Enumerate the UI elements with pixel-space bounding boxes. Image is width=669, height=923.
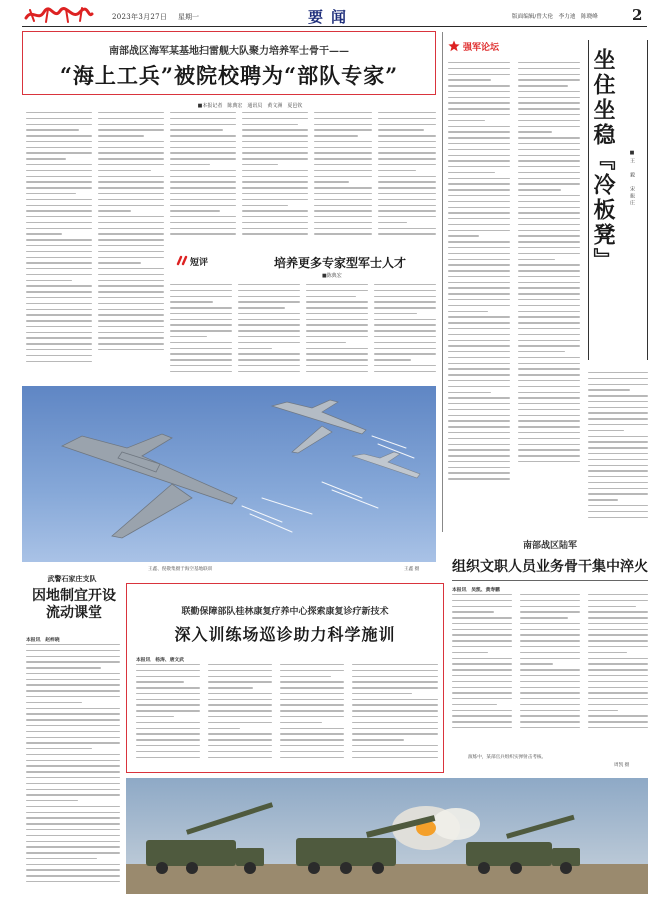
column-body-3 <box>588 372 648 532</box>
left-story-kicker: 武警石家庄支队 <box>47 574 97 583</box>
left-story-body <box>26 644 120 884</box>
short-review-column-2 <box>238 284 300 380</box>
lead-headline: “海上工兵”被院校聘为“部队专家” <box>59 63 399 88</box>
column-title: 坐住坐稳『冷板凳』 <box>590 48 616 273</box>
short-review-column-4 <box>374 284 436 380</box>
lead-body-column-3 <box>170 112 236 244</box>
right-story-rule <box>452 580 648 581</box>
short-review-label: 短评 <box>190 258 209 268</box>
short-review-column-1 <box>170 284 232 380</box>
short-review-tag <box>176 254 216 268</box>
masthead-rule <box>22 26 647 27</box>
lead-body-column-2 <box>98 112 164 380</box>
right-story-column-3 <box>588 594 648 744</box>
left-story-byline: 本报讯 赵梓晓 <box>26 638 60 643</box>
short-review-column-3 <box>306 284 368 380</box>
short-review-headline: 培养更多专家型军士人才 <box>273 256 406 270</box>
lead-body-column-5 <box>314 112 372 244</box>
featured-kicker: 联勤保障部队桂林康复疗养中心探索康复诊疗新技术 <box>181 607 389 617</box>
short-review-byline: ■陈典宏 <box>322 273 342 279</box>
column-author: ■王 毅 宋振庄 <box>629 150 635 207</box>
fighter-jets-photo <box>22 386 436 562</box>
photo-credit: 王鑫 摄 <box>404 567 420 572</box>
featured-headline: 深入训练场巡诊助力科学施训 <box>174 625 396 644</box>
column-body-1 <box>448 62 510 532</box>
column-tag-label: 强军论坛 <box>463 43 500 53</box>
right-story-byline: 本报讯 吴凯、黄寿鹏 <box>452 588 500 593</box>
right-story-kicker: 南部战区陆军 <box>522 541 577 551</box>
featured-body-column-4 <box>352 664 438 768</box>
lead-body-column-1 <box>26 112 92 380</box>
right-story-column-1 <box>452 594 512 744</box>
masthead <box>0 0 669 28</box>
issue-date: 2023年3月27日 <box>112 13 168 21</box>
right-story-column-2 <box>520 594 580 744</box>
lead-byline: ■本报记者 陈典宏 通讯员 黄文洲 夏邑钦 <box>197 103 303 109</box>
photo-caption: 王鑫、倪敬集摄于海空基地联训 <box>148 567 213 572</box>
left-story-headline: 因地制宜开设流动课堂 <box>32 588 116 621</box>
issue-weekday: 星期一 <box>178 13 199 21</box>
bottom-photo-credit: 周凯 摄 <box>614 763 630 768</box>
featured-byline: 本报讯 杨涛、唐文武 <box>136 658 184 663</box>
column-title-box <box>588 40 648 360</box>
page-editors: 版面编辑/曾大伦 李力迪 陈晓峰 <box>512 14 598 20</box>
section-title: 要闻 <box>308 8 355 26</box>
artillery-photo <box>126 778 648 894</box>
newspaper-logo-icon <box>24 6 94 24</box>
page-number: 2 <box>632 6 643 24</box>
column-body-2 <box>518 62 580 532</box>
featured-body-column-2 <box>208 664 272 768</box>
column-tag <box>448 40 548 54</box>
featured-body-column-3 <box>280 664 344 768</box>
bottom-photo-caption: 演练中，某部官兵组织实弹射击考核。 <box>468 755 547 760</box>
lead-body-column-6 <box>378 112 436 244</box>
lead-kicker: 南部战区海军某基地扫雷舰大队聚力培养军士骨干—— <box>109 46 349 57</box>
featured-body-column-1 <box>136 664 200 768</box>
quote-mark-icon <box>176 255 188 267</box>
right-story-headline: 组织文职人员业务骨干集中淬火 <box>452 559 648 575</box>
column-separator <box>442 32 443 532</box>
lead-body-column-4 <box>242 112 308 244</box>
star-icon <box>448 40 460 52</box>
